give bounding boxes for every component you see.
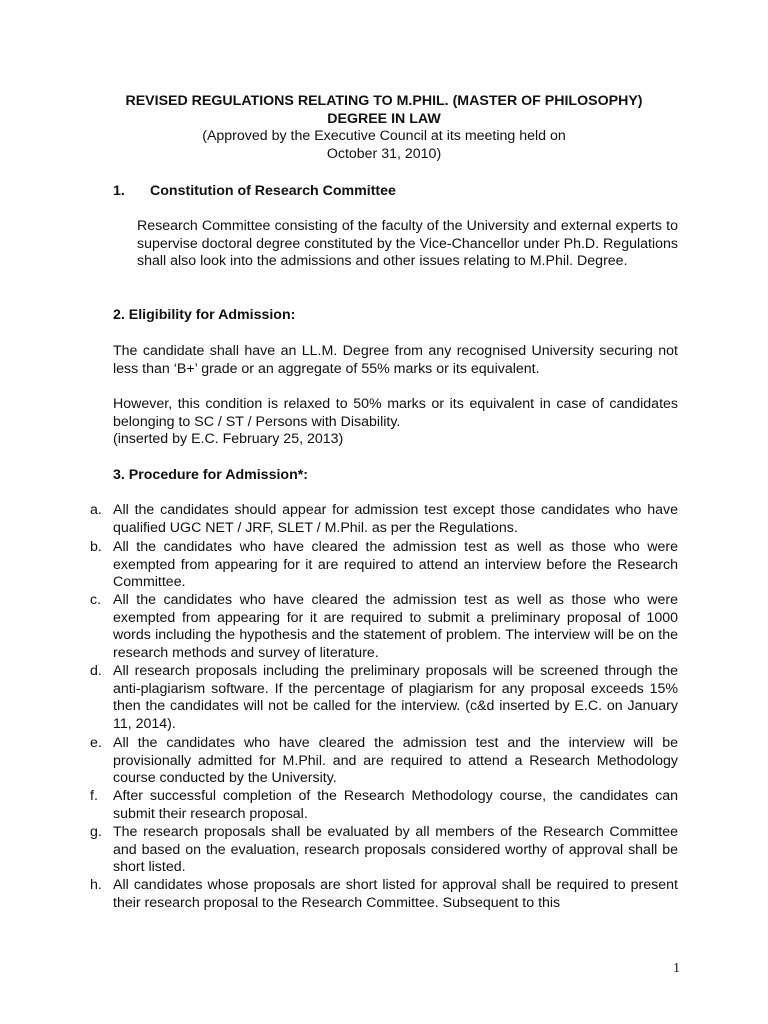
list-item-text: After successful completion of the Research Methodology course, the candidates can submit their research proposal. (113, 788, 678, 822)
section-1-heading (113, 183, 396, 201)
list-item (90, 877, 678, 912)
list-marker: b. (90, 539, 102, 555)
list-marker: d. (90, 663, 102, 679)
list-item (90, 539, 678, 592)
list-item (90, 788, 678, 823)
list-marker: f. (90, 788, 98, 804)
section-2-insert-note: (inserted by E.C. February 25, 2013) (113, 431, 344, 447)
list-marker: a. (90, 502, 102, 518)
section-2-paragraph-2: However, this condition is relaxed to 50% marks or its equivalent in case of candidates belonging to SC / ST / Persons with Disability. (113, 396, 678, 430)
document-title (60, 93, 708, 163)
list-item (90, 592, 678, 662)
section-1-title: Constitution of Research Committee (150, 183, 396, 199)
section-3-heading: 3. Procedure for Admission*: (113, 467, 308, 483)
list-marker: c. (90, 592, 102, 608)
list-item (90, 824, 678, 877)
section-1-body: Research Committee consisting of the faculty of the University and external experts to supervise doctoral degree constituted by the Vice-Chancellor under Ph.D. Regulations shall also look into the admissions and other issues relating to M.Phil. Degree. (137, 218, 678, 270)
list-item-text: All research proposals including the preliminary proposals will be screened through the anti-plagiarism software. If the percentage of plagiarism for any proposal exceeds 15% then the candidates will not be called for the interview. (c&d inserted by E.C. on January 11, 2014). (113, 663, 678, 732)
title-line-1: REVISED REGULATIONS RELATING TO M.PHIL. (MASTER OF PHILOSOPHY) (125, 93, 643, 109)
list-marker: g. (90, 824, 102, 840)
list-item (90, 735, 678, 788)
list-item-text: The research proposals shall be evaluated by all members of the Research Committee and based on the evaluation, research proposals considered worthy of approval shall be short listed. (113, 824, 678, 876)
list-marker: e. (90, 735, 102, 751)
list-item-text: All the candidates who have cleared the admission test as well as those who were exempted from appearing for it are required to attend an interview before the Research Committee. (113, 539, 678, 591)
list-item (90, 663, 678, 733)
list-item-text: All candidates whose proposals are short listed for approval shall be required to present their research proposal to the Research Committee. Subsequent to this (113, 877, 678, 911)
list-marker: h. (90, 877, 102, 893)
list-item (90, 502, 678, 537)
section-1-number: 1. (113, 183, 125, 199)
section-2-heading: 2. Eligibility for Admission: (113, 307, 296, 323)
list-item-text: All the candidates who have cleared the admission test as well as those who were exempted from appearing for it are required to submit a preliminary proposal of 1000 words including the hypothesis and the statement of problem. The interview will be on the research methods and survey of literature. (113, 592, 678, 661)
approval-note-line-2: October 31, 2010) (326, 145, 442, 162)
approval-note-line-1: (Approved by the Executive Council at its meeting held on (202, 128, 566, 145)
list-item-text: All the candidates who have cleared the admission test and the interview will be provisionally admitted for M.Phil. and are required to attend a Research Methodology course conducted by the University. (113, 735, 678, 787)
title-line-2: DEGREE IN LAW (327, 110, 441, 127)
section-2-paragraph-1: The candidate shall have an LL.M. Degree from any recognised University securing not less than ‘B+’ grade or an aggregate of 55% marks or its equivalent. (113, 343, 678, 377)
page-number: 1 (673, 961, 680, 976)
list-item-text: All the candidates should appear for admission test except those candidates who have qualified UGC NET / JRF, SLET / M.Phil. as per the Regulations. (113, 502, 678, 536)
